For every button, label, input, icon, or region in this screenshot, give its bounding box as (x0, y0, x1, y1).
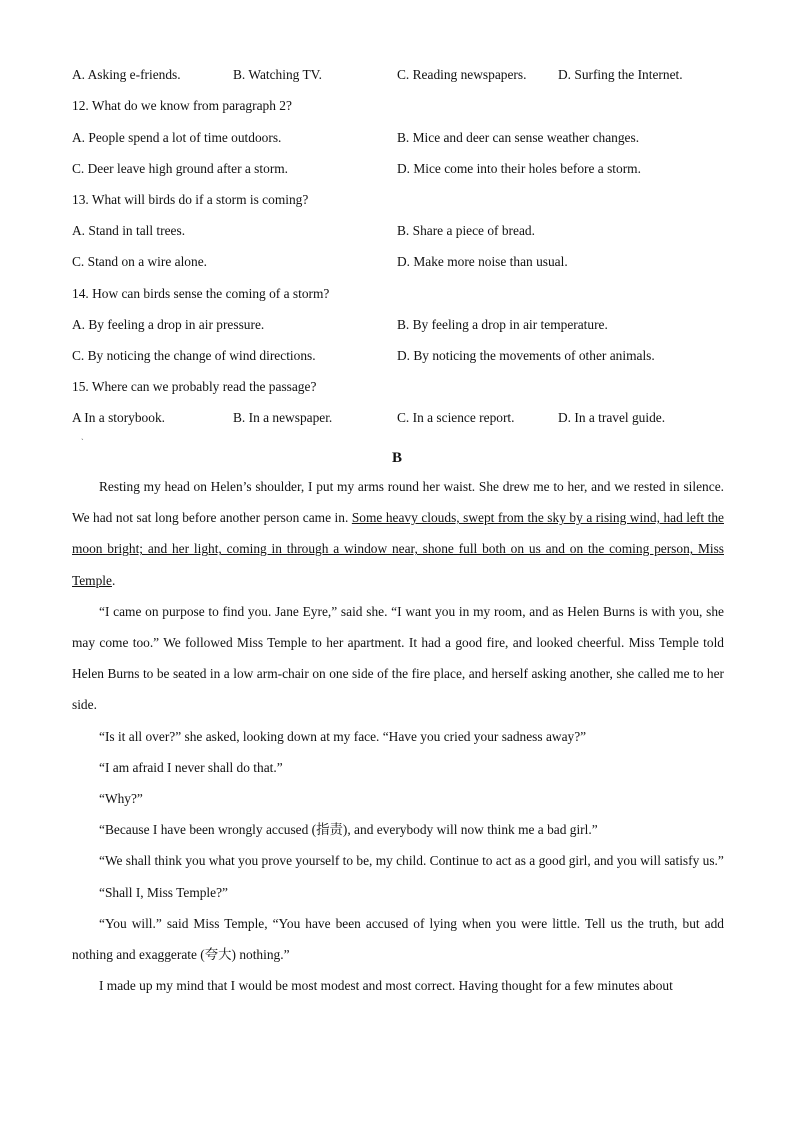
passage-paragraph-3: “Is it all over?” she asked, looking down at my face. “Have you cried your sadness away?” (99, 728, 587, 744)
q13-options-row2 (72, 254, 724, 274)
stray-mark: ˏ (81, 431, 84, 440)
passage-paragraph-10: I made up my mind that I would be most modest and most correct. Having thought for a few minutes about (99, 978, 673, 994)
passage-paragraph-7: “We shall think you what you prove yourself to be, my child. Continue to act as a good girl, and you will satisfy us.” (99, 853, 724, 869)
passage-paragraph-6: “Because I have been wrongly accused (指责), and everybody will now think me a bad girl.” (99, 822, 598, 838)
q15-option-b[interactable]: B. In a newspaper. (233, 410, 333, 425)
q15-option-d[interactable]: D. In a travel guide. (558, 410, 666, 425)
q15-option-a[interactable]: A In a storybook. (72, 410, 165, 425)
q12-option-d[interactable]: D. Mice come into their holes before a storm. (397, 161, 641, 176)
q14-option-c[interactable]: C. By noticing the change of wind directions. (72, 348, 316, 363)
q14-options-row1 (72, 317, 724, 337)
q13-option-c[interactable]: C. Stand on a wire alone. (72, 254, 207, 269)
q11-option-c[interactable]: C. Reading newspapers. (397, 67, 527, 82)
q11-option-d[interactable]: D. Surfing the Internet. (558, 67, 683, 82)
q14-option-b[interactable]: B. By feeling a drop in air temperature. (397, 317, 608, 332)
q13-option-a[interactable]: A. Stand in tall trees. (72, 223, 186, 238)
q11-option-b[interactable]: B. Watching TV. (233, 67, 322, 82)
q15-options (72, 410, 724, 430)
q15-question: 15. Where can we probably read the passage? (72, 379, 317, 394)
q11-options (72, 67, 724, 87)
q14-option-d[interactable]: D. By noticing the movements of other animals. (397, 348, 655, 363)
q12-question: 12. What do we know from paragraph 2? (72, 98, 292, 113)
q13-option-b[interactable]: B. Share a piece of bread. (397, 223, 535, 238)
q14-option-a[interactable]: A. By feeling a drop in air pressure. (72, 317, 265, 332)
q14-question: 14. How can birds sense the coming of a storm? (72, 286, 330, 301)
q12-options-row1 (72, 130, 724, 150)
q13-option-d[interactable]: D. Make more noise than usual. (397, 254, 568, 269)
underlined-sentence: Some heavy clouds, swept from the sky by a rising wind, had left the moon bright; and her light, coming in through a window near, shone full both on us and on the coming person, Miss Temple (72, 510, 724, 588)
q14-options-row2 (72, 348, 724, 368)
passage-paragraph-4: “I am afraid I never shall do that.” (99, 759, 283, 775)
passage-paragraph-5: “Why?” (99, 791, 143, 807)
q12-options-row2 (72, 161, 724, 181)
passage-paragraph-9: “You will.” said Miss Temple, “You have been accused of lying when you were little. Tell us the truth, but add nothing and exaggerate (夸大) nothing.” (72, 915, 724, 963)
q12-option-c[interactable]: C. Deer leave high ground after a storm. (72, 161, 289, 176)
q12-option-b[interactable]: B. Mice and deer can sense weather changes. (397, 130, 640, 145)
q15-option-c[interactable]: C. In a science report. (397, 410, 515, 425)
section-title: B (391, 450, 402, 466)
passage-paragraph-8: “Shall I, Miss Temple?” (99, 884, 228, 900)
q13-options-row1 (72, 223, 724, 243)
q11-option-a[interactable]: A. Asking e-friends. (72, 67, 181, 82)
q12-option-a[interactable]: A. People spend a lot of time outdoors. (72, 130, 282, 145)
passage (72, 471, 724, 1001)
passage-paragraph-1: Resting my head on Helen’s shoulder, I put my arms round her waist. She drew me to her, and we rested in silence. We had not sat long before another person came in. Some heavy clouds, swept from the sky by a rising wind, had left the moon bright; and her light, coming in through a window near, shone full both on us and on the coming person, Miss Temple. (72, 479, 724, 588)
passage-paragraph-2: “I came on purpose to find you. Jane Eyre,” said she. “I want you in my room, and as Helen Burns is with you, she may come too.” We followed Miss Temple to her apartment. It had a good fire, and looked cheerful. Miss Temple told Helen Burns to be seated in a low arm-chair on one side of the fire place, and herself asking another, she called me to her side. (72, 603, 724, 713)
q13-question: 13. What will birds do if a storm is coming? (72, 192, 309, 207)
